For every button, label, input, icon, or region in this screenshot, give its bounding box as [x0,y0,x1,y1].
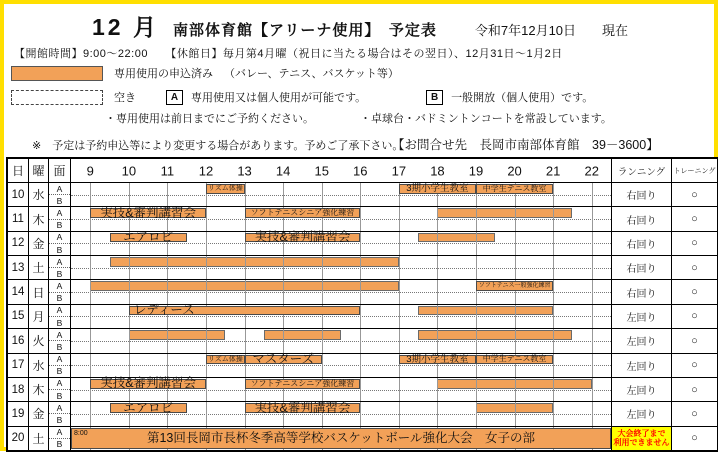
header-training: トレーニング [673,167,716,175]
table-row [8,182,717,206]
court-b-label: B [49,438,70,450]
court-a-label: A [56,183,63,194]
day-cell: 月 [29,305,49,328]
day-cell: 金 [29,402,49,425]
time-grid [71,232,612,255]
event-block: 実技&審判講習会 [90,379,206,389]
hour-gridline [592,378,593,401]
day-cell: 水 [29,354,49,377]
hour-gridline [322,256,323,279]
day-cell: 木 [29,207,49,230]
hour-gridline [90,280,91,303]
hour-gridline [206,232,207,255]
date-cell: 16 [8,329,29,352]
date-cell: 17 [8,354,29,377]
event-block: 3期小学生教室 [399,355,476,365]
court-cell [49,256,71,279]
table-row [8,255,717,279]
training-cell: ○ [691,237,698,250]
court-a-label: A [56,256,63,267]
table-row [8,231,717,255]
legend-vacant-row [11,89,593,105]
legend-vacant-label: 空き [114,92,136,104]
hour-gridline [437,378,438,401]
hour-gridline [592,305,593,328]
event-block: リズム体操 [207,355,243,363]
hour-gridline [553,329,554,352]
header-day: 曜 [29,159,49,182]
court-a-label: A [56,402,63,413]
date-cell: 20 [8,427,29,450]
hour-gridline [245,329,246,352]
hour-gridline [90,232,91,255]
event-block: マスターズ [245,355,322,365]
hour-label: 11 [160,163,175,178]
court-a-label: A [56,281,63,292]
hour-gridline [476,402,477,425]
hour-gridline [129,280,130,303]
date-cell: 10 [8,183,29,206]
hour-gridline [437,280,438,303]
hour-gridline [129,256,130,279]
hour-gridline [206,329,207,352]
reserved-block [418,233,495,243]
day-cell: 土 [29,427,49,450]
hour-gridline [437,256,438,279]
date-cell: 11 [8,207,29,230]
hour-gridline [553,207,554,230]
hour-gridline [167,354,168,377]
reserved-block [264,330,341,340]
training-cell: ○ [691,213,698,226]
hour-gridline [360,280,361,303]
court-b-label: B [49,243,70,255]
running-cell: 右回り [612,207,672,230]
time-grid [71,329,612,352]
hour-gridline [437,305,438,328]
hour-label: 12 [198,163,214,178]
hour-label: 9 [86,163,94,178]
title-asof-suffix: 現在 [602,23,629,38]
table-row [8,279,717,303]
hour-gridline [245,280,246,303]
hour-gridline [553,402,554,425]
court-a-label: A [56,378,63,389]
date-cell: 15 [8,305,29,328]
legend-reserved-row [11,65,399,81]
time-grid [71,256,612,279]
time-grid [71,378,612,401]
hour-gridline [206,256,207,279]
hour-gridline [476,256,477,279]
hour-label: 21 [545,163,561,178]
date-cell: 12 [8,232,29,255]
hour-gridline [592,329,593,352]
date-cell: 13 [8,256,29,279]
hour-gridline [360,402,361,425]
date-cell: 14 [8,280,29,303]
table-row [8,426,717,450]
court-b-label: B [49,219,70,231]
hour-gridline [206,280,207,303]
hour-gridline [360,305,361,328]
hour-gridline [245,256,246,279]
hour-gridline [515,207,516,230]
page-title [4,9,714,42]
hour-gridline [283,329,284,352]
training-cell: ○ [691,261,698,274]
hour-gridline [553,232,554,255]
day-cell: 日 [29,280,49,303]
event-start-time: 8:00 [74,429,88,437]
training-cell: ○ [691,432,698,445]
table-row [8,353,717,377]
legend-b-subtext: ・卓球台・バドミントンコートを常設しています。 [360,113,612,125]
hour-gridline [206,207,207,230]
court-divider-line [71,195,611,196]
court-cell [49,378,71,401]
hour-gridline [399,329,400,352]
table-row [8,401,717,425]
training-cell: ○ [691,286,698,299]
hour-label: 16 [353,163,368,178]
running-cell: 右回り [612,183,672,206]
court-cell [49,402,71,425]
hour-label: 10 [121,163,137,178]
time-grid [71,354,612,377]
date-cell: 18 [8,378,29,401]
hour-gridline [399,280,400,303]
hour-label: 19 [468,163,484,178]
court-a-label: A [56,354,63,365]
legend-b-key: B [426,90,443,105]
court-b-label: B [49,194,70,206]
hour-gridline [399,256,400,279]
hour-gridline [399,207,400,230]
day-cell: 土 [29,256,49,279]
header-date: 日 [8,159,29,182]
hour-gridline [360,329,361,352]
title-month: 12 月 [92,14,159,40]
hour-gridline [399,378,400,401]
event-block: エアロビ [110,403,187,413]
court-b-label: B [49,389,70,401]
hour-gridline [360,354,361,377]
hour-gridline [206,402,207,425]
court-cell [49,183,71,206]
hour-gridline [592,354,593,377]
hour-gridline [245,183,246,206]
hour-gridline [360,183,361,206]
hour-gridline [515,305,516,328]
training-cell: ○ [691,310,698,323]
hour-gridline [90,256,91,279]
vacant-swatch [11,90,103,105]
running-cell: 左回り [612,305,672,328]
hours-info-line: 【開館時間】9:00～22:00 【休館日】毎月第4月曜（祝日に当たる場合はその翌日）、12月31日～1月2日 [14,48,563,60]
training-cell: ○ [691,334,698,347]
court-a-label: A [56,427,63,438]
hour-gridline [360,256,361,279]
hour-gridline [129,183,130,206]
court-a-label: A [56,305,63,316]
hour-label: 14 [275,163,291,178]
court-b-label: B [49,292,70,304]
running-cell: 左回り [612,354,672,377]
event-block: 実技&審判講習会 [245,403,361,413]
hour-gridline [437,207,438,230]
hour-gridline [515,402,516,425]
running-cell: 左回り [612,378,672,401]
event-block: 中学生テニス教室 [476,184,553,194]
hour-gridline [515,378,516,401]
event-block: 実技&審判講習会 [90,208,206,218]
hour-gridline [515,256,516,279]
title-asof-date: 令和7年12月10日 [474,23,577,38]
day-cell: 火 [29,329,49,352]
court-b-label: B [49,316,70,328]
schedule-table [6,157,718,452]
event-block: 実技&審判講習会 [245,233,361,243]
reserved-block [129,330,225,340]
hour-gridline [515,329,516,352]
court-cell [49,427,71,450]
reserved-block [418,330,572,340]
court-divider-line [71,365,611,366]
time-grid [71,183,612,206]
header-court: 面 [49,159,71,182]
hour-gridline [553,183,554,206]
court-cell [49,329,71,352]
event-block: エアロビ [110,233,187,243]
hour-gridline [437,402,438,425]
hour-gridline [437,232,438,255]
hour-gridline [90,329,91,352]
hour-gridline [476,329,477,352]
table-row [8,328,717,352]
event-block: ソフトテニスシニア強化練習 [245,379,361,389]
hour-gridline [553,305,554,328]
hour-gridline [515,232,516,255]
court-b-label: B [49,413,70,425]
hour-gridline [167,256,168,279]
court-cell [49,232,71,255]
hour-label: 22 [584,163,599,178]
disclaimer-note: ※ 予定は予約申込等により変更する場合があります。予めご了承下さい。 [32,140,404,152]
reserved-swatch [11,66,103,81]
hour-gridline [592,280,593,303]
court-a-label: A [56,232,63,243]
court-divider-line [71,292,611,293]
time-grid [71,427,612,450]
hour-gridline [322,183,323,206]
legend-b-text: 一般開放（個人使用）です。 [451,92,594,104]
table-row [8,304,717,328]
hour-gridline [553,280,554,303]
tournament-event-block: 第13回長岡市長杯冬季高等学校バスケットボール強化大会 女子の部 8:00 [71,428,611,449]
hour-gridline [592,183,593,206]
header-running: ランニング [612,159,672,182]
legend-a-key: A [166,90,183,105]
hour-label: 15 [314,163,329,178]
training-cell: ○ [691,407,698,420]
hour-gridline [592,402,593,425]
court-b-label: B [49,267,70,279]
hour-gridline [476,232,477,255]
hour-gridline [553,378,554,401]
hour-gridline [322,354,323,377]
time-grid [71,207,612,230]
legend-a-subtext: ・専用使用は前日までにご予約ください。 [105,113,314,125]
training-cell: ○ [691,383,698,396]
day-cell: 金 [29,232,49,255]
time-grid [71,305,612,328]
hour-gridline [360,378,361,401]
hour-gridline [283,256,284,279]
running-cell: 右回り [612,232,672,255]
event-block: リズム体操 [207,185,243,193]
event-block: ソフトテニスシニア強化練習 [245,208,361,218]
legend-reserved-label: 専用使用の申込済み [114,68,213,80]
hour-gridline [553,256,554,279]
court-b-label: B [49,340,70,352]
hour-gridline [476,207,477,230]
court-a-label: A [56,207,63,218]
legend-a-text: 専用使用又は個人使用が可能です。 [191,92,367,104]
header-hours [71,159,612,182]
hour-gridline [553,354,554,377]
running-cell: 右回り [612,280,672,303]
event-block: ソフトテニス一般強化練習 [476,281,553,291]
day-cell: 水 [29,183,49,206]
hour-gridline [476,305,477,328]
hour-label: 13 [237,163,252,178]
hour-gridline [206,378,207,401]
title-text: 南部体育館【アリーナ使用】 予定表 [172,22,437,39]
hour-gridline [129,329,130,352]
hour-label: 17 [391,163,407,178]
hour-label: 18 [430,163,445,178]
hour-gridline [322,329,323,352]
hour-gridline [399,232,400,255]
training-cell: ○ [691,359,698,372]
hour-gridline [90,183,91,206]
hour-gridline [90,402,91,425]
hour-gridline [592,256,593,279]
table-row [8,206,717,230]
hour-gridline [283,183,284,206]
hour-gridline [360,207,361,230]
hour-gridline [167,329,168,352]
hour-gridline [90,354,91,377]
hour-gridline [592,232,593,255]
reserved-block [110,257,399,267]
hour-gridline [592,207,593,230]
hour-gridline [476,378,477,401]
court-cell [49,207,71,230]
hour-label: 20 [507,163,522,178]
hour-gridline [167,183,168,206]
court-divider-line [71,268,611,269]
running-cell: 左回り [612,402,672,425]
table-row [8,377,717,401]
table-header-row [8,159,717,182]
hour-gridline [399,305,400,328]
hour-gridline [283,280,284,303]
hour-gridline [90,305,91,328]
legend-reserved-note: （バレー、テニス、バスケット等） [224,68,399,80]
hour-gridline [322,280,323,303]
time-grid [71,402,612,425]
time-grid [71,280,612,303]
court-cell [49,305,71,328]
court-cell [49,280,71,303]
running-alert-line: 大会終了まで [617,428,666,438]
running-cell: 左回り [612,329,672,352]
hour-gridline [129,354,130,377]
hour-gridline [360,232,361,255]
running-alert-line: 利用できません [613,438,670,448]
court-b-label: B [49,365,70,377]
date-cell: 19 [8,402,29,425]
running-cell: 右回り [612,256,672,279]
hour-gridline [437,329,438,352]
running-cell [612,427,672,450]
contact-info: 【お問合せ先 長岡市南部体育館 39－3600】 [392,138,659,152]
hour-gridline [167,280,168,303]
court-cell [49,354,71,377]
event-block: 3期小学生教室 [399,184,476,194]
training-cell: ○ [691,188,698,201]
day-cell: 木 [29,378,49,401]
event-block: 中学生テニス教室 [476,355,553,365]
event-block: レディース [129,306,360,316]
court-divider-line [71,341,611,342]
court-a-label: A [56,329,63,340]
hour-gridline [399,402,400,425]
